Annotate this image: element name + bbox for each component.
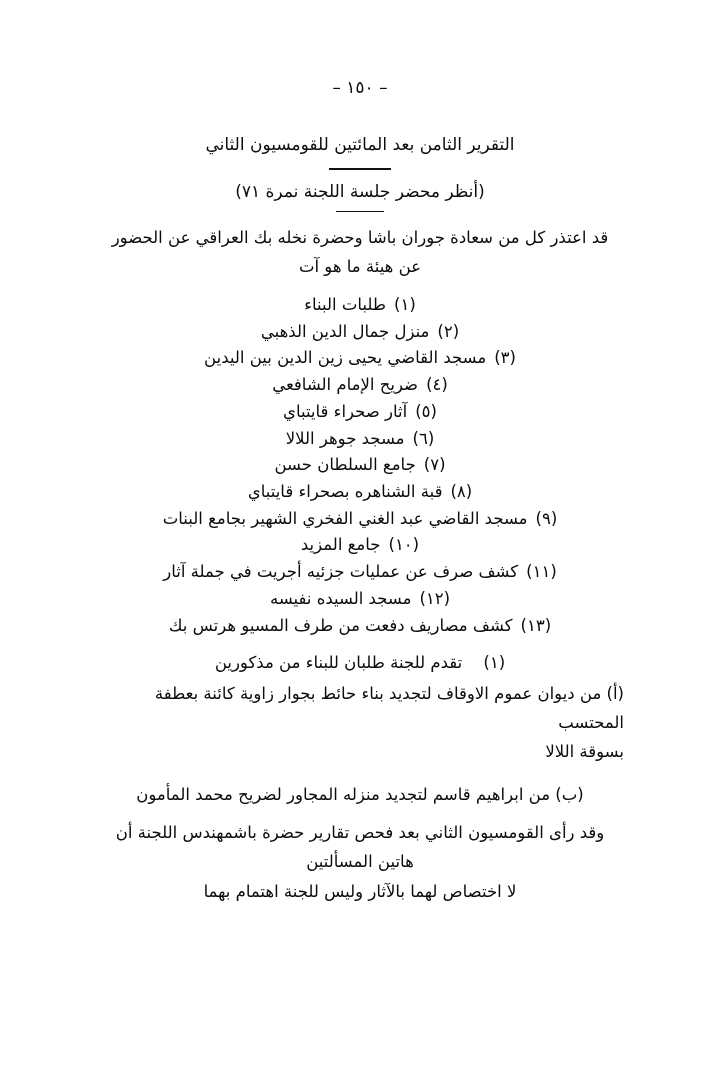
list-item-label: كشف مصاريف دفعت من طرف المسيو هرتس بك bbox=[168, 615, 513, 635]
paragraph-a-marker: (أ) bbox=[606, 684, 624, 704]
list-item bbox=[96, 506, 624, 533]
list-item bbox=[96, 292, 624, 319]
list-item-index: (٦) bbox=[412, 428, 435, 448]
paragraph-a bbox=[96, 680, 624, 767]
list-item-label: قبة الشناهره بصحراء قايتباي bbox=[247, 481, 443, 501]
paragraph-b bbox=[96, 781, 624, 810]
report-title: التقرير الثامن بعد المائتين للقومسيون الثاني bbox=[205, 135, 515, 155]
closing-line-2: لا اختصاص لهما بالآثار وليس للجنة اهتمام بهما bbox=[203, 882, 517, 902]
list-item-label: طلبات البناء bbox=[304, 294, 386, 314]
closing-line-1: وقد رأى القومسيون الثاني بعد فحص تقارير حضرة باشمهندس اللجنة أن هاتين المسألتين bbox=[115, 822, 605, 872]
list-item bbox=[96, 586, 624, 613]
list-item-index: (١) bbox=[394, 294, 416, 314]
list-item-label: آثار صحراء قايتباي bbox=[283, 401, 408, 421]
list-item-label: مسجد جوهر اللالا bbox=[285, 428, 405, 448]
divider-rule-1 bbox=[329, 168, 391, 170]
list-item bbox=[96, 426, 624, 453]
list-item-label: كشف صرف عن عمليات جزئيه أجريت في جملة آثار bbox=[163, 562, 519, 582]
list-item bbox=[96, 319, 624, 346]
session-note: (أنظر محضر جلسة اللجنة نمرة ٧١) bbox=[235, 181, 485, 202]
list-item-index: (١١) bbox=[526, 562, 557, 582]
list-item-label: جامع المزيد bbox=[300, 535, 381, 555]
list-item bbox=[96, 479, 624, 506]
divider-rule-2 bbox=[336, 211, 384, 213]
intro-line-1: قد اعتذر كل من سعادة جوران باشا وحضرة نخله بك العراقي عن الحضور bbox=[111, 228, 609, 248]
section-heading-index: (١) bbox=[483, 653, 506, 673]
page-number: – ١٥٠ – bbox=[332, 78, 388, 98]
list-item bbox=[96, 532, 624, 559]
list-item bbox=[96, 399, 624, 426]
list-item-label: جامع السلطان حسن bbox=[274, 455, 416, 475]
list-item-index: (٣) bbox=[494, 348, 516, 368]
list-item-index: (٤) bbox=[426, 375, 448, 395]
section-heading bbox=[96, 653, 624, 672]
intro-line-2: عن هيئة ما هو آت bbox=[298, 257, 422, 277]
paragraph-a-text: من ديوان عموم الاوقاف لتجديد بناء حائط بجوار زاوية كائنة بعطفة المحتسب bbox=[154, 684, 624, 733]
paragraph-b-marker: (ب) bbox=[555, 784, 584, 804]
list-item bbox=[96, 345, 624, 372]
list-item-label: مسجد السيده نفيسه bbox=[269, 588, 412, 608]
intro-paragraph bbox=[96, 224, 624, 282]
list-item-index: (٨) bbox=[450, 481, 473, 501]
list-item-index: (١٠) bbox=[388, 535, 420, 555]
paragraph-a-tail: بسوقة اللالا bbox=[545, 742, 624, 762]
list-item-index: (٧) bbox=[423, 455, 446, 475]
list-item-label: ضريح الإمام الشافعي bbox=[272, 375, 419, 395]
list-item-label: منزل جمال الدين الذهبي bbox=[260, 321, 430, 341]
list-item-label: مسجد القاضي عبد الغني الفخري الشهير بجامع البنات bbox=[162, 508, 528, 528]
list-item bbox=[96, 372, 624, 399]
list-item-index: (٩) bbox=[535, 508, 558, 528]
closing-paragraph bbox=[96, 818, 624, 907]
agenda-list bbox=[96, 292, 624, 639]
section-heading-title: تقدم للجنة طلبان للبناء من مذكورين bbox=[214, 653, 463, 673]
list-item bbox=[96, 613, 624, 640]
list-item-index: (٥) bbox=[415, 401, 437, 421]
list-item bbox=[96, 559, 624, 586]
list-item-index: (١٢) bbox=[419, 588, 451, 608]
paragraph-spacer bbox=[96, 771, 624, 777]
list-item bbox=[96, 452, 624, 479]
paragraph-b-text: من ابراهيم قاسم لتجديد منزله المجاور لضريح محمد المأمون bbox=[136, 784, 551, 804]
list-item-index: (٢) bbox=[437, 321, 460, 341]
list-item-label: مسجد القاضي يحيى زين الدين بين اليدين bbox=[204, 348, 487, 368]
list-item-index: (١٣) bbox=[520, 615, 552, 635]
